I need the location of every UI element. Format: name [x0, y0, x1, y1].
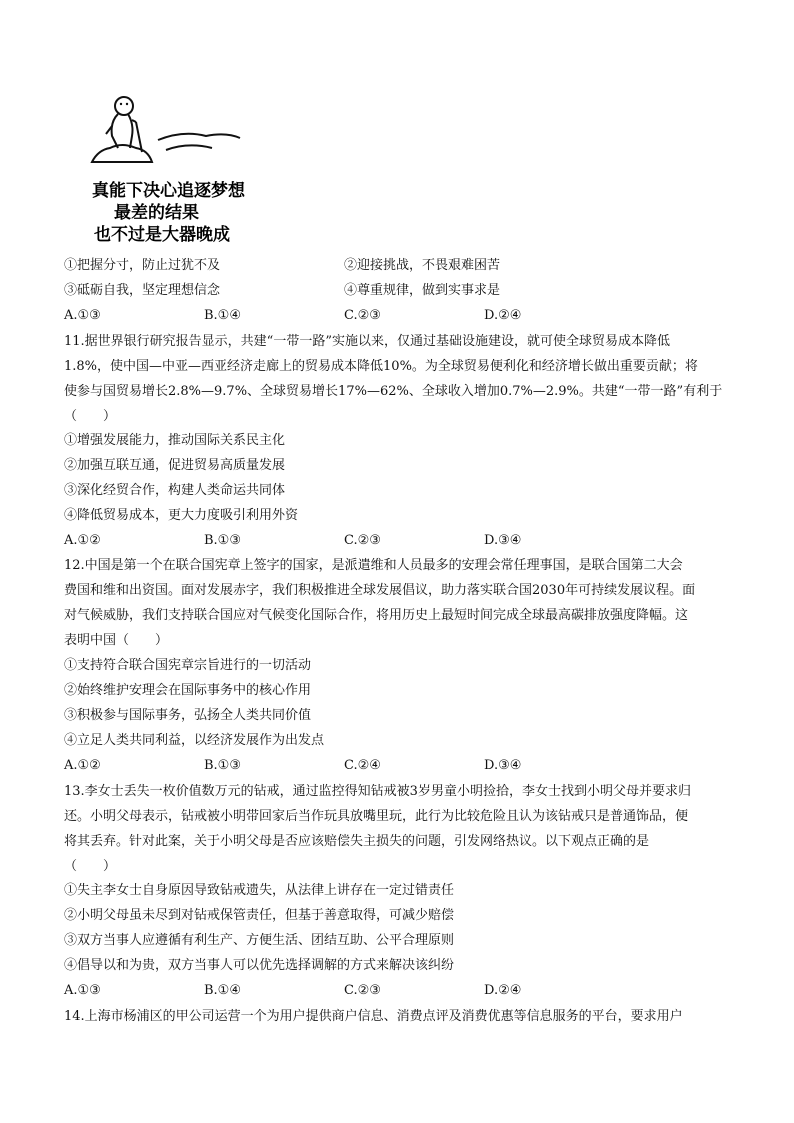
q10-option-a: A.①③ — [64, 308, 101, 323]
q13-statement-4: ④倡导以和为贵，双方当事人可以优先选择调解的方式来解决该纠纷 — [64, 958, 455, 973]
q11-option-a: A.①② — [64, 533, 101, 548]
q11-statement-2: ②加强互联互通，促进贸易高质量发展 — [64, 458, 286, 473]
q11-stem-line-3: 使参与国贸易增长2.8%—9.7%、全球贸易增长17%—62%、全球收入增加0.7%—2.9%。共建“一带一路”有利于 — [64, 384, 723, 399]
q13-stem-line-2: 还。小明父母表示，钻戒被小明带回家后当作玩具放嘴里玩，此行为比较危险且认为该钻戒只是普通饰品，便 — [64, 809, 689, 824]
q12-stem-line-3: 对气候威胁，我们支持联合国应对气候变化国际合作，将用历史上最短时间完成全球最高碳排放强度降幅。这 — [64, 608, 689, 623]
q13-option-c: C.②③ — [344, 983, 381, 998]
q13-stem-line-3: 将其丢弃。针对此案，关于小明父母是否应该赔偿失主损失的问题，引发网络热议。以下观点正确的是 — [64, 834, 650, 849]
q12-statement-3: ③积极参与国际事务，弘扬全人类共同价值 — [64, 708, 312, 723]
q12-option-c: C.②④ — [344, 758, 381, 773]
q13-statement-2: ②小明父母虽未尽到对钻戒保管责任，但基于善意取得，可减少赔偿 — [64, 908, 455, 923]
q13-stem-line-1: 13.李女士丢失一枚价值数万元的钻戒，通过监控得知钻戒被3岁男童小明捡拾，李女士找到小明父母并要求归 — [64, 784, 691, 799]
q11-stem-line-1: 11.据世界银行研究报告显示，共建“一带一路”实施以来，仅通过基础设施建设，就可使全球贸易成本降低 — [64, 334, 670, 349]
q10-statement-3: ③砥砺自我，坚定理想信念 — [64, 283, 221, 298]
cartoon-caption-line-2: 最差的结果 — [114, 203, 199, 223]
q11-stem-line-2: 1.8%，使中国—中亚—西亚经济走廊上的贸易成本降低10%。为全球贸易便利化和经济增长做出重要贡献；将 — [64, 359, 698, 374]
q10-statement-2: ②迎接挑战，不畏艰难困苦 — [344, 258, 501, 273]
q11-option-d: D.③④ — [484, 533, 522, 548]
q11-option-c: C.②③ — [344, 533, 381, 548]
q12-option-a: A.①② — [64, 758, 101, 773]
q10-option-c: C.②③ — [344, 308, 381, 323]
cartoon-caption-line-3: 也不过是大器晚成 — [94, 225, 230, 244]
q13-statement-1: ①失主李女士自身原因导致钻戒遗失，从法律上讲存在一定过错责任 — [64, 883, 455, 898]
q10-statement-4: ④尊重规律，做到实事求是 — [344, 283, 501, 298]
q10-statement-1: ①把握分寸，防止过犹不及 — [64, 258, 221, 273]
q12-statement-1: ①支持符合联合国宪章宗旨进行的一切活动 — [64, 658, 312, 673]
q12-option-b: B.①③ — [204, 758, 241, 773]
q12-option-d: D.③④ — [484, 758, 522, 773]
q10-option-d: D.②④ — [484, 308, 522, 323]
q10-option-b: B.①④ — [204, 308, 241, 323]
q13-statement-3: ③双方当事人应遵循有利生产、方便生活、团结互助、公平合理原则 — [64, 933, 455, 948]
q13-stem-line-4: （ ） — [64, 859, 117, 874]
q11-statement-4: ④降低贸易成本，更大力度吸引利用外资 — [64, 508, 299, 523]
q12-stem-line-4: 表明中国（ ） — [64, 633, 169, 648]
q14-stem-line-1: 14.上海市杨浦区的甲公司运营一个为用户提供商户信息、消费点评及消费优惠等信息服务的平台，要求用户 — [64, 1009, 683, 1024]
cartoon-illustration — [88, 92, 248, 244]
q13-option-d: D.②④ — [484, 983, 522, 998]
q11-statement-1: ①增强发展能力，推动国际关系民主化 — [64, 433, 286, 448]
cartoon-caption-line-1: 真能下决心追逐梦想 — [92, 181, 245, 201]
q13-option-b: B.①④ — [204, 983, 241, 998]
q13-option-a: A.①③ — [64, 983, 101, 998]
q12-statement-4: ④立足人类共同利益，以经济发展作为出发点 — [64, 733, 325, 748]
q11-statement-3: ③深化经贸合作，构建人类命运共同体 — [64, 483, 286, 498]
q11-stem-line-4: （ ） — [64, 409, 117, 424]
q11-option-b: B.①③ — [204, 533, 241, 548]
q12-stem-line-2: 费国和维和出资国。面对发展赤字，我们积极推进全球发展倡议，助力落实联合国2030年可持续发展议程。面 — [64, 583, 696, 598]
q12-statement-2: ②始终维护安理会在国际事务中的核心作用 — [64, 683, 312, 698]
q12-stem-line-1: 12.中国是第一个在联合国宪章上签字的国家，是派遣维和人员最多的安理会常任理事国，是联合国第二大会 — [64, 558, 683, 573]
